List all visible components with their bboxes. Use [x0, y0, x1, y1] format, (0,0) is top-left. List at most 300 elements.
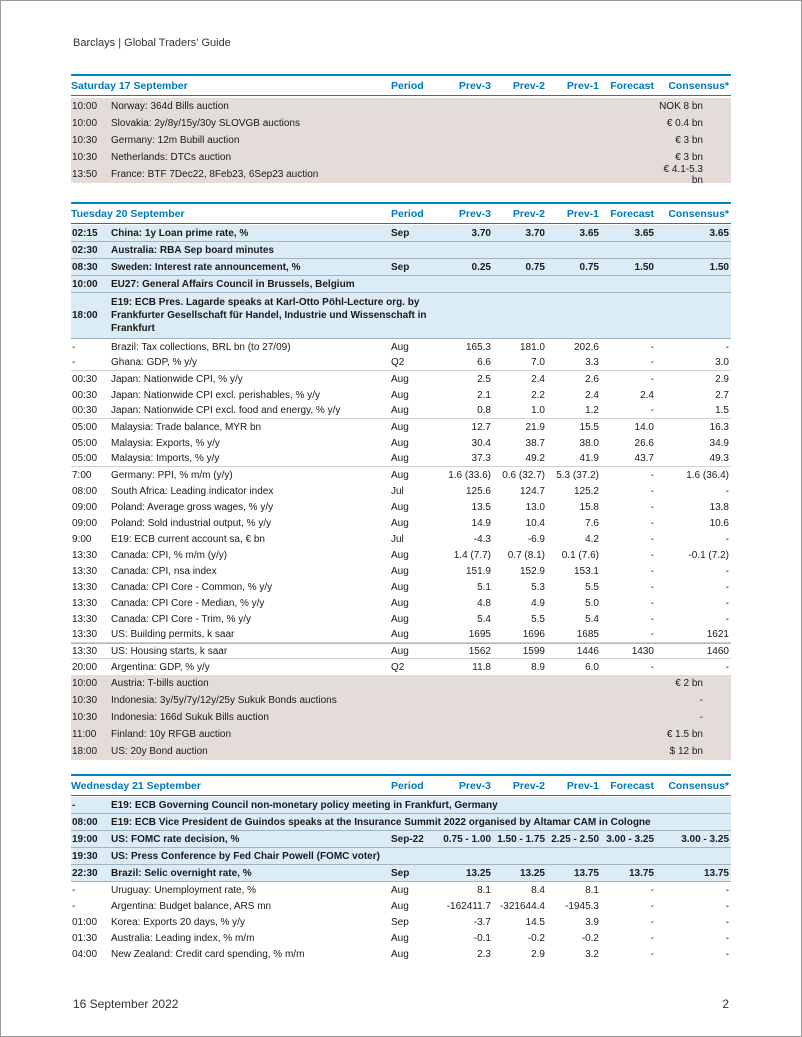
event-period: Aug	[391, 613, 409, 625]
col-prev1: Prev-1	[566, 779, 599, 792]
prev1-value: -1945.3	[565, 900, 599, 912]
forecast-value: 3.65	[634, 227, 654, 239]
forecast-value: 3.00 - 3.25	[606, 833, 654, 845]
event-period: Aug	[391, 405, 409, 416]
table-row	[71, 930, 731, 946]
prev1-value: 3.3	[585, 357, 599, 368]
forecast-value: -	[650, 932, 654, 944]
table-row-auction	[71, 692, 731, 709]
consensus-value: € 0.4 bn	[666, 118, 703, 129]
event-period: Aug	[391, 373, 409, 385]
table-row	[71, 371, 731, 387]
event-period: Sep	[391, 916, 409, 928]
prev2-value: 1696	[522, 629, 545, 640]
event-time: 10:30	[72, 152, 98, 163]
prev2-value: 49.2	[525, 453, 545, 464]
event-period: Aug	[391, 900, 409, 912]
table-row	[71, 339, 731, 355]
table-row-auction	[71, 726, 731, 743]
prev3-value: 6.6	[477, 357, 491, 368]
table-row	[71, 403, 731, 419]
prev3-value: 0.25	[471, 261, 491, 273]
table-row	[71, 499, 731, 515]
prev1-value: -0.2	[581, 932, 599, 944]
table-row	[71, 355, 731, 371]
prev1-value: 6.0	[585, 661, 599, 673]
prev1-value: 0.75	[579, 261, 599, 273]
table-row-auction	[71, 675, 731, 692]
event-time: 10:00	[72, 678, 98, 689]
prev2-value: 3.70	[525, 227, 545, 239]
event-time: 18:00	[72, 310, 98, 321]
event-time: 00:30	[72, 373, 98, 385]
forecast-value: -	[650, 549, 654, 561]
consensus-value: 1621	[706, 629, 729, 640]
prev3-value: -4.3	[473, 533, 491, 545]
consensus-value: -	[699, 695, 703, 706]
event-name: Austria: T-bills auction	[111, 678, 209, 689]
event-time: 10:00	[72, 278, 98, 290]
event-name: Canada: CPI, % m/m (y/y)	[111, 549, 228, 561]
col-consensus: Consensus*	[668, 207, 729, 220]
table-row	[71, 643, 731, 659]
section-wednesday	[71, 774, 731, 962]
prev2-value: 8.9	[531, 661, 545, 673]
prev2-value: 5.3	[531, 581, 545, 593]
forecast-value: -	[650, 501, 654, 513]
event-name: South Africa: Leading indicator index	[111, 485, 274, 497]
event-time: 10:30	[72, 712, 98, 723]
event-time: 01:00	[72, 916, 98, 928]
table-row-auction	[71, 743, 731, 760]
table-row-auction	[71, 132, 731, 149]
event-name: Germany: 12m Bubill auction	[111, 135, 240, 146]
col-prev2: Prev-2	[512, 79, 545, 92]
consensus-value: 2.9	[715, 373, 729, 385]
event-name: Ghana: GDP, % y/y	[111, 357, 197, 368]
prev3-value: 3.70	[471, 227, 491, 239]
prev1-value: 13.75	[573, 867, 599, 879]
prev2-value: 1.0	[531, 405, 545, 416]
col-consensus: Consensus*	[668, 779, 729, 792]
event-time: 13:30	[72, 629, 98, 640]
event-time: 13:30	[72, 597, 98, 609]
table-row	[71, 797, 731, 814]
report-header: Barclays | Global Traders' Guide	[73, 37, 231, 49]
event-period: Aug	[391, 549, 409, 561]
forecast-value: -	[650, 884, 654, 896]
event-time: 20:00	[72, 661, 98, 673]
event-time: 13:30	[72, 549, 98, 561]
col-prev2: Prev-2	[512, 207, 545, 220]
prev3-value: -0.1	[473, 932, 491, 944]
event-time: 05:00	[72, 421, 98, 433]
col-forecast: Forecast	[610, 79, 654, 92]
forecast-value: 43.7	[634, 453, 654, 464]
event-period: Aug	[391, 421, 409, 433]
consensus-value: 13.8	[709, 501, 729, 513]
prev1-value: 153.1	[573, 565, 599, 577]
event-name: Canada: CPI Core - Common, % y/y	[111, 581, 273, 593]
event-name: US: Housing starts, k saar	[111, 645, 228, 657]
event-period: Jul	[391, 485, 404, 497]
event-time: 18:00	[72, 746, 98, 757]
event-name: New Zealand: Credit card spending, % m/m	[111, 948, 305, 960]
table-row	[71, 848, 731, 865]
prev3-value: 0.75 - 1.00	[443, 833, 491, 845]
prev2-value: 10.4	[525, 517, 545, 529]
prev3-value: 12.7	[471, 421, 491, 433]
forecast-value: -	[650, 629, 654, 640]
table-row	[71, 914, 731, 930]
event-time: 13:50	[72, 169, 98, 180]
event-period: Aug	[391, 453, 409, 464]
event-time: 11:00	[72, 729, 97, 740]
table-row	[71, 419, 731, 435]
table-row	[71, 659, 731, 675]
consensus-value: -	[725, 932, 729, 944]
prev2-value: 13.0	[525, 501, 545, 513]
prev2-value: 0.7 (8.1)	[507, 549, 545, 561]
event-name: E19: ECB Governing Council non-monetary policy meeting in Frankfurt, Germany	[111, 799, 498, 811]
event-name: Finland: 10y RFGB auction	[111, 729, 232, 740]
col-prev3: Prev-3	[458, 79, 491, 92]
forecast-value: -	[650, 357, 654, 368]
footer-date: 16 September 2022	[73, 997, 179, 1011]
prev2-value: 13.25	[519, 867, 545, 879]
forecast-value: 1430	[631, 645, 654, 657]
consensus-value: 3.65	[709, 227, 729, 239]
event-time: 13:30	[72, 645, 98, 657]
event-time: 09:00	[72, 517, 98, 529]
prev3-value: 5.4	[477, 613, 491, 625]
table-row	[71, 531, 731, 547]
event-period: Aug	[391, 341, 409, 353]
consensus-value: 34.9	[709, 437, 729, 449]
forecast-value: -	[650, 916, 654, 928]
consensus-value: € 3 bn	[675, 152, 703, 163]
prev1-value: 5.5	[585, 581, 599, 593]
event-name: Canada: CPI Core - Trim, % y/y	[111, 613, 252, 625]
col-period: Period	[391, 207, 424, 220]
prev1-value: 125.2	[573, 485, 599, 497]
prev3-value: 1.6 (33.6)	[448, 469, 491, 481]
event-name: Korea: Exports 20 days, % y/y	[111, 916, 245, 928]
consensus-value: € 4.1-5.3 bn	[663, 163, 703, 186]
event-name: US: FOMC rate decision, %	[111, 833, 240, 845]
prev1-value: 1446	[576, 645, 599, 657]
consensus-value: -	[725, 884, 729, 896]
section-header	[71, 202, 731, 224]
event-period: Aug	[391, 948, 409, 960]
consensus-value: -0.1 (7.2)	[688, 549, 729, 561]
event-period: Aug	[391, 565, 409, 577]
event-name: Australia: Leading index, % m/m	[111, 932, 255, 944]
consensus-value: -	[725, 565, 729, 577]
event-time: 7:00	[72, 469, 92, 481]
event-name: EU27: General Affairs Council in Brussels, Belgium	[111, 278, 355, 290]
prev1-value: 5.0	[585, 597, 599, 609]
prev3-value: -162411.7	[446, 900, 491, 912]
table-row	[71, 865, 731, 882]
consensus-value: 1460	[706, 645, 729, 657]
table-row	[71, 579, 731, 595]
consensus-value: 10.6	[709, 517, 729, 529]
consensus-value: -	[699, 712, 703, 723]
prev3-value: 13.5	[471, 501, 491, 513]
event-name: France: BTF 7Dec22, 8Feb23, 6Sep23 auction	[111, 169, 319, 180]
event-time: 13:30	[72, 565, 98, 577]
event-name: Sweden: Interest rate announcement, %	[111, 261, 301, 273]
forecast-value: -	[650, 661, 654, 673]
event-name: US: 20y Bond auction	[111, 746, 208, 757]
consensus-value: -	[725, 581, 729, 593]
prev1-value: 38.0	[579, 437, 599, 449]
event-name: E19: ECB current account sa, € bn	[111, 533, 265, 545]
table-row	[71, 225, 731, 242]
col-period: Period	[391, 79, 424, 92]
event-period: Q2	[391, 357, 405, 368]
prev1-value: 8.1	[585, 884, 599, 896]
prev2-value: 0.6 (32.7)	[502, 469, 545, 481]
table-row	[71, 387, 731, 403]
event-period: Aug	[391, 884, 409, 896]
event-period: Sep	[391, 261, 410, 273]
prev3-value: 1.4 (7.7)	[453, 549, 491, 561]
prev3-value: 2.5	[477, 373, 491, 385]
forecast-value: -	[650, 613, 654, 625]
table-row	[71, 831, 731, 848]
section-title: Tuesday 20 September	[71, 207, 185, 220]
forecast-value: -	[650, 581, 654, 593]
consensus-value: NOK 8 bn	[659, 101, 703, 112]
event-time: 13:30	[72, 581, 98, 593]
table-row	[71, 547, 731, 563]
event-time: 05:00	[72, 437, 98, 449]
col-prev1: Prev-1	[566, 79, 599, 92]
consensus-value: € 2 bn	[675, 678, 703, 689]
forecast-value: 1.50	[634, 261, 654, 273]
event-time: 19:30	[72, 850, 98, 862]
prev3-value: 30.4	[471, 437, 491, 449]
event-period: Jul	[391, 533, 404, 545]
event-period: Aug	[391, 469, 409, 481]
prev1-value: 5.4	[585, 613, 599, 625]
prev2-value: 1.50 - 1.75	[497, 833, 545, 845]
prev2-value: 152.9	[519, 565, 545, 577]
event-name: Australia: RBA Sep board minutes	[111, 244, 274, 256]
prev1-value: 15.5	[579, 421, 599, 433]
forecast-value: 13.75	[628, 867, 654, 879]
section-saturday	[71, 74, 731, 186]
forecast-value: 2.4	[640, 389, 654, 401]
col-prev3: Prev-3	[458, 207, 491, 220]
section-title: Saturday 17 September	[71, 79, 188, 92]
event-time: 13:30	[72, 613, 98, 625]
event-name: Indonesia: 3y/5y/7y/12y/25y Sukuk Bonds auctions	[111, 695, 337, 706]
event-period: Aug	[391, 389, 409, 401]
prev2-value: -6.9	[527, 533, 545, 545]
event-time: 05:00	[72, 453, 98, 464]
event-time: 10:30	[72, 695, 98, 706]
event-period: Sep	[391, 867, 410, 879]
prev2-value: 5.5	[531, 613, 545, 625]
table-row	[71, 814, 731, 831]
prev2-value: -0.2	[527, 932, 545, 944]
prev3-value: -3.7	[473, 916, 491, 928]
event-name: E19: ECB Pres. Lagarde speaks at Karl-Otto Pöhl-Lecture org. by Frankfurter Gesellschaft für Handel, Industrie und Wissenschaft in Frankfurt	[111, 297, 427, 334]
consensus-value: -	[725, 341, 729, 353]
event-period: Q2	[391, 661, 405, 673]
consensus-value: 3.00 - 3.25	[681, 833, 729, 845]
prev2-value: 2.4	[531, 373, 545, 385]
event-time: 02:30	[72, 244, 98, 256]
event-time: -	[72, 799, 76, 811]
prev3-value: 0.8	[477, 405, 491, 416]
prev1-value: 0.1 (7.6)	[561, 549, 599, 561]
event-time: 19:00	[72, 833, 98, 845]
event-period: Aug	[391, 517, 409, 529]
event-name: Indonesia: 166d Sukuk Bills auction	[111, 712, 269, 723]
prev3-value: 11.8	[472, 661, 491, 673]
prev2-value: 1599	[522, 645, 545, 657]
consensus-value: 1.6 (36.4)	[686, 469, 729, 481]
table-row	[71, 946, 731, 962]
prev3-value: 14.9	[471, 517, 491, 529]
prev2-value: 8.4	[531, 884, 545, 896]
prev2-value: 181.0	[519, 341, 545, 353]
event-time: -	[72, 900, 76, 912]
table-row	[71, 242, 731, 259]
event-name: Malaysia: Exports, % y/y	[111, 437, 220, 449]
prev1-value: 2.6	[585, 373, 599, 385]
col-forecast: Forecast	[610, 207, 654, 220]
prev1-value: 7.6	[585, 517, 599, 529]
table-row	[71, 882, 731, 898]
table-row	[71, 611, 731, 627]
event-time: 22:30	[72, 867, 98, 879]
event-time: 10:00	[72, 101, 98, 112]
table-row	[71, 435, 731, 451]
section-title: Wednesday 21 September	[71, 779, 201, 792]
section-header	[71, 74, 731, 96]
event-name: Poland: Average gross wages, % y/y	[111, 501, 274, 513]
event-time: 9:00	[72, 533, 92, 545]
table-row-auction	[71, 149, 731, 166]
event-time: -	[72, 884, 76, 896]
table-row-key-event	[71, 293, 731, 339]
prev3-value: 1695	[468, 629, 491, 640]
col-prev2: Prev-2	[512, 779, 545, 792]
prev2-value: 2.9	[531, 948, 545, 960]
table-row-auction	[71, 163, 731, 186]
event-period: Aug	[391, 501, 409, 513]
table-row	[71, 483, 731, 499]
prev3-value: 4.8	[477, 597, 491, 609]
event-period: Aug	[391, 645, 409, 657]
event-name: Argentina: Budget balance, ARS mn	[111, 900, 272, 912]
consensus-value: 1.5	[715, 405, 729, 416]
event-time: 10:00	[72, 118, 98, 129]
event-name: Netherlands: DTCs auction	[111, 152, 232, 163]
event-name: Poland: Sold industrial output, % y/y	[111, 517, 272, 529]
consensus-value: 1.50	[709, 261, 729, 273]
col-forecast: Forecast	[610, 779, 654, 792]
prev3-value: 8.1	[477, 884, 491, 896]
prev3-value: 2.3	[477, 948, 491, 960]
prev1-value: 3.2	[585, 948, 599, 960]
section-header	[71, 774, 731, 796]
prev1-value: 15.8	[579, 501, 599, 513]
prev2-value: 14.5	[525, 916, 545, 928]
prev3-value: 125.6	[465, 485, 491, 497]
table-row	[71, 276, 731, 293]
prev1-value: 4.2	[585, 533, 599, 545]
event-name: Japan: Nationwide CPI, % y/y	[111, 373, 243, 385]
section-tuesday	[71, 202, 731, 760]
event-name: Argentina: GDP, % y/y	[111, 661, 210, 673]
event-name: E19: ECB Vice President de Guindos speaks at the Insurance Summit 2022 organised by Altamar CAM in Cologne	[111, 816, 651, 828]
forecast-value: -	[650, 565, 654, 577]
event-name: Canada: CPI Core - Median, % y/y	[111, 597, 265, 609]
event-name: Brazil: Selic overnight rate, %	[111, 867, 252, 879]
col-period: Period	[391, 779, 424, 792]
event-time: 01:30	[72, 932, 98, 944]
event-name: Germany: PPI, % m/m (y/y)	[111, 469, 233, 481]
event-time: 08:30	[72, 261, 98, 273]
event-name: US: Press Conference by Fed Chair Powell (FOMC voter)	[111, 850, 380, 862]
event-name: China: 1y Loan prime rate, %	[111, 227, 249, 239]
prev2-value: -321644.4	[499, 900, 545, 912]
forecast-value: -	[650, 597, 654, 609]
event-name: Malaysia: Trade balance, MYR bn	[111, 421, 262, 433]
prev3-value: 13.25	[465, 867, 491, 879]
consensus-value: € 3 bn	[675, 135, 703, 146]
col-prev1: Prev-1	[566, 207, 599, 220]
event-name: Canada: CPI, nsa index	[111, 565, 217, 577]
table-row	[71, 259, 731, 276]
event-time: 09:00	[72, 501, 98, 513]
prev3-value: 1562	[468, 645, 491, 657]
prev2-value: 2.2	[531, 389, 545, 401]
prev1-value: 2.4	[585, 389, 599, 401]
event-name: Japan: Nationwide CPI excl. food and energy, % y/y	[111, 405, 341, 416]
event-period: Aug	[391, 597, 409, 609]
forecast-value: -	[650, 517, 654, 529]
table-row	[71, 898, 731, 914]
table-row	[71, 595, 731, 611]
prev1-value: 202.6	[573, 341, 599, 353]
consensus-value: -	[725, 948, 729, 960]
prev1-value: 1.2	[585, 405, 599, 416]
col-consensus: Consensus*	[668, 79, 729, 92]
event-time: -	[72, 341, 76, 353]
prev3-value: 5.1	[477, 581, 491, 593]
forecast-value: 26.6	[634, 437, 654, 449]
prev1-value: 3.9	[585, 916, 599, 928]
prev3-value: 165.3	[465, 341, 491, 353]
prev3-value: 151.9	[465, 565, 491, 577]
consensus-value: 49.3	[709, 453, 729, 464]
prev1-value: 1685	[576, 629, 599, 640]
event-period: Aug	[391, 581, 409, 593]
forecast-value: -	[650, 533, 654, 545]
event-time: 08:00	[72, 816, 98, 828]
table-row	[71, 515, 731, 531]
event-time: 04:00	[72, 948, 98, 960]
consensus-value: 16.3	[709, 421, 729, 433]
event-name: Malaysia: Imports, % y/y	[111, 453, 220, 464]
